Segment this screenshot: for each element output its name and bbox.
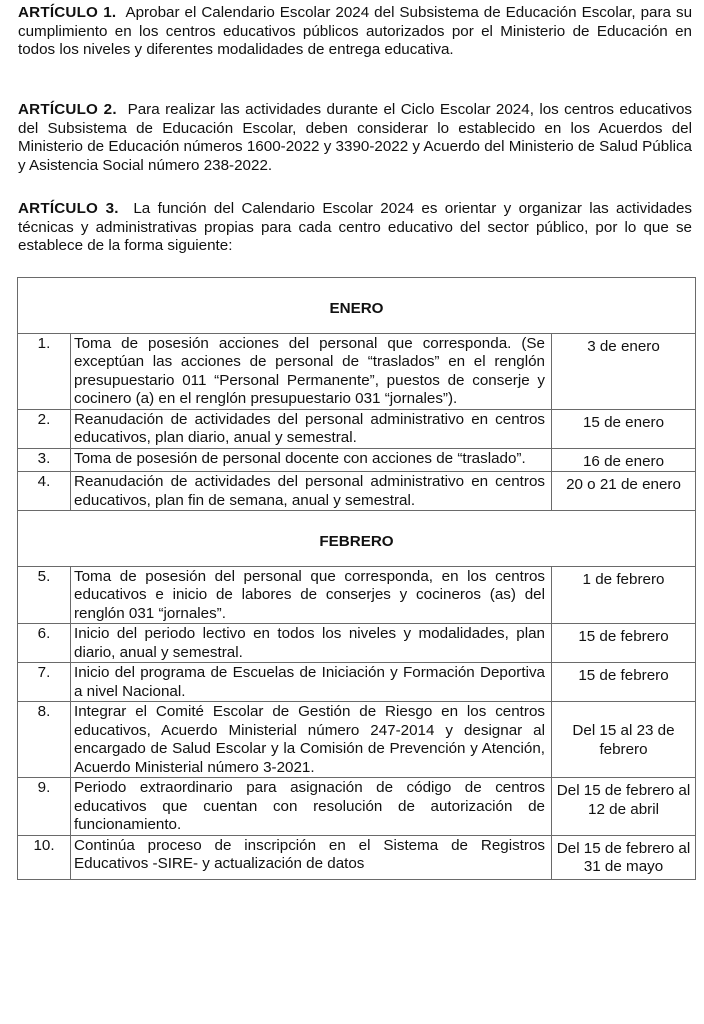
row-description: Inicio del programa de Escuelas de Iniciación y Formación Deportiva a nivel Nacional. <box>71 663 552 702</box>
row-date: 15 de febrero <box>552 624 696 663</box>
article-2 <box>18 101 692 175</box>
article-3-label: ARTÍCULO 3. <box>18 200 119 217</box>
row-description: Periodo extraordinario para asignación de código de centros educativos que cuentan con resolución de autorización de funcionamiento. <box>71 778 552 836</box>
month-row-enero <box>18 278 696 334</box>
row-description: Toma de posesión del personal que corresponda, en los centros educativos e inicio de labores de conserjes y cocineros (as) del renglón 031 “jornales”. <box>71 566 552 624</box>
month-title-enero: ENERO <box>18 278 696 334</box>
row-date: 15 de febrero <box>552 663 696 702</box>
row-description: Reanudación de actividades del personal administrativo en centros educativos, plan fin de semana, anual y semestral. <box>71 472 552 511</box>
row-number: 9. <box>18 778 71 836</box>
row-description: Integrar el Comité Escolar de Gestión de Riesgo en los centros educativos, Acuerdo Ministerial número 247-2014 y designar al encargado de Salud Escolar y la Comisión de Prevención y Atención, Acuerdo Ministerial número 3-2021. <box>71 702 552 778</box>
row-number: 8. <box>18 702 71 778</box>
article-1-label: ARTÍCULO 1. <box>18 4 117 21</box>
row-description: Continúa proceso de inscripción en el Sistema de Registros Educativos -SIRE- y actualización de datos <box>71 835 552 879</box>
row-number: 4. <box>18 472 71 511</box>
table-row <box>18 778 696 836</box>
month-row-febrero <box>18 511 696 567</box>
row-number: 2. <box>18 409 71 448</box>
row-date: 15 de enero <box>552 409 696 448</box>
row-number: 6. <box>18 624 71 663</box>
table-row <box>18 702 696 778</box>
row-description: Toma de posesión acciones del personal que corresponda. (Se exceptúan las acciones de personal de “traslados” en el renglón presupuestario 011 “Personal Permanente”, puestos de conserje y cocinero (a) en el renglón presupuestario 031 “jornales”). <box>71 333 552 409</box>
row-number: 5. <box>18 566 71 624</box>
article-3 <box>18 200 692 256</box>
calendar-table <box>17 277 696 880</box>
row-date: 1 de febrero <box>552 566 696 624</box>
table-row <box>18 566 696 624</box>
table-row <box>18 409 696 448</box>
row-number: 1. <box>18 333 71 409</box>
row-date: Del 15 de febrero al 31 de mayo <box>552 835 696 879</box>
table-row <box>18 448 696 472</box>
row-date: 20 o 21 de enero <box>552 472 696 511</box>
table-row <box>18 663 696 702</box>
month-title-febrero: FEBRERO <box>18 511 696 567</box>
table-row <box>18 624 696 663</box>
row-description: Reanudación de actividades del personal administrativo en centros educativos, plan diario, anual y semestral. <box>71 409 552 448</box>
row-description: Toma de posesión de personal docente con acciones de “traslado”. <box>71 448 552 472</box>
row-number: 10. <box>18 835 71 879</box>
row-number: 3. <box>18 448 71 472</box>
row-number: 7. <box>18 663 71 702</box>
row-date: Del 15 de febrero al 12 de abril <box>552 778 696 836</box>
row-date: Del 15 al 23 de febrero <box>552 702 696 778</box>
table-row <box>18 333 696 409</box>
row-date: 3 de enero <box>552 333 696 409</box>
table-row <box>18 835 696 879</box>
article-1 <box>18 4 692 60</box>
article-2-label: ARTÍCULO 2. <box>18 101 117 118</box>
article-1-text: Aprobar el Calendario Escolar 2024 del Subsistema de Educación Escolar, para su cumplimiento en los centros educativos públicos autorizados por el Ministerio de Educación en todos los niveles y diferentes modalidades de entrega educativa. <box>18 4 693 58</box>
table-row <box>18 472 696 511</box>
row-description: Inicio del periodo lectivo en todos los niveles y modalidades, plan diario, anual y semestral. <box>71 624 552 663</box>
row-date: 16 de enero <box>552 448 696 472</box>
article-2-text: Para realizar las actividades durante el Ciclo Escolar 2024, los centros educativos del Subsistema de Educación Escolar, deben considerar lo establecido en los Acuerdos del Ministerio de Educación números 1600-2022 y 3390-2022 y Acuerdo del Ministerio de Salud Pública y Asistencia Social número 238-2022. <box>18 101 692 174</box>
article-3-text: La función del Calendario Escolar 2024 es orientar y organizar las actividades técnicas y administrativas propias para cada centro educativo del sector público, por lo que se establece de la forma siguiente: <box>18 200 692 254</box>
